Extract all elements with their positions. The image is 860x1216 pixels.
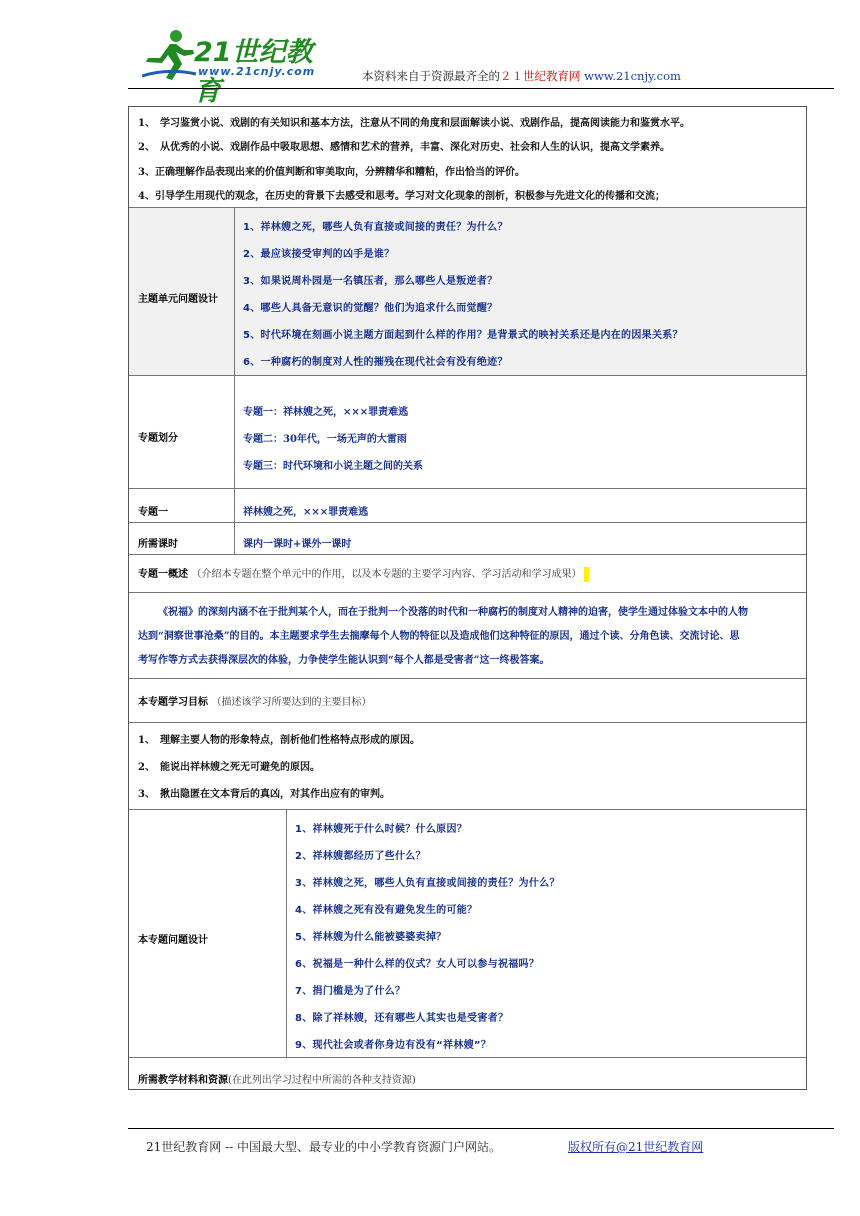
hours-label: 所需课时 — [138, 539, 178, 550]
hours-value: 课内一课时+课外一课时 — [243, 539, 352, 550]
goal-item: 3、正确理解作品表现出来的价值判断和审美取向，分辨精华和糟粕，作出恰当的评价。 — [138, 167, 525, 178]
topic-one-row — [129, 488, 806, 522]
header-url-link[interactable]: www.21cnjy.com — [584, 69, 681, 83]
objective-item: 1、 理解主要人物的形象特点，剖析他们性格特点形成的原因。 — [138, 735, 420, 746]
resources-note: (在此列出学习过程中所需的各种支持资源) — [228, 1075, 416, 1086]
goal-item: 4、引导学生用现代的观念，在历史的背景下去感受和思考。学习对文化现象的剖析，积极参与先进文化的传播和交流； — [138, 191, 665, 202]
objectives-note: （描述该学习所要达到的主要目标） — [211, 697, 372, 708]
overview-paragraph — [138, 601, 797, 673]
unit-question-item: 5、时代环境在刻画小说主题方面起到什么样的作用？是背景式的映衬关系还是内在的因果关系？ — [243, 330, 683, 341]
topic-question-item: 9、现代社会或者你身边有没有“祥林嫂”？ — [295, 1040, 492, 1051]
header-site-link[interactable]: ２１世纪教育网 — [500, 69, 581, 83]
unit-question-item: 1、祥林嫂之死，哪些人负有直接或间接的责任？为什么？ — [243, 222, 508, 233]
footer-text: 21世纪教育网 -- 中国最大型、最专业的中小学教育资源门户网站。 — [146, 1140, 502, 1154]
resources-label: 所需教学材料和资源 — [138, 1075, 228, 1086]
column-divider — [234, 376, 235, 488]
header-note — [362, 68, 681, 84]
unit-question-item: 3、如果说周朴园是一名镇压者，那么哪些人是叛逆者？ — [243, 276, 498, 287]
unit-question-item: 2、最应该接受审判的凶手是谁？ — [243, 249, 395, 260]
objective-item: 3、 揪出隐匿在文本背后的真凶，对其作出应有的审判。 — [138, 789, 390, 800]
topics-row — [129, 375, 806, 488]
topic-question-item: 5、祥林嫂为什么能被婆婆卖掉？ — [295, 932, 447, 943]
column-divider — [234, 208, 235, 375]
logo-url-text: www.21cnjy.com — [198, 65, 316, 78]
column-divider — [234, 489, 235, 522]
unit-question-item: 6、一种腐朽的制度对人性的摧残在现代社会有没有绝迹？ — [243, 357, 508, 368]
topic-item: 专题三：时代环境和小说主题之间的关系 — [243, 461, 423, 472]
topic-question-item: 6、祝福是一种什么样的仪式？女人可以参与祝福吗？ — [295, 959, 540, 970]
overview-line: 达到“洞察世事沧桑”的目的。本主题要求学生去揣摩每个人物的特征以及造成他们这种特征的原因，通过个读、分角色读、交流讨论、思 — [138, 631, 740, 642]
goal-item: 1、 学习鉴赏小说、戏剧的有关知识和基本方法，注意从不同的角度和层面解读小说、戏剧作品，提高阅读能力和鉴赏水平。 — [138, 118, 690, 129]
header-note-prefix: 本资料来自于资源最齐全的 — [362, 69, 500, 83]
site-logo[interactable] — [138, 28, 338, 107]
logo-brand-text: 21世纪教育 — [194, 37, 313, 107]
topics-label: 专题划分 — [138, 433, 178, 444]
overview-header-row — [129, 554, 806, 592]
page-header — [0, 0, 860, 107]
topic-question-item: 3、祥林嫂之死，哪些人负有直接或间接的责任？为什么？ — [295, 878, 560, 889]
unit-goals-row — [129, 107, 806, 207]
footer-copyright-link[interactable]: 版权所有@21世纪教育网 — [568, 1140, 704, 1154]
topic-question-item: 7、捐门槛是为了什么？ — [295, 986, 406, 997]
resources-header — [138, 1071, 416, 1086]
resources-row — [129, 1057, 806, 1089]
goal-item: 2、 从优秀的小说、戏剧作品中吸取思想、感情和艺术的营养，丰富、深化对历史、社会和人生的认识，提高文学素养。 — [138, 142, 670, 153]
hours-row — [129, 522, 806, 554]
objectives-header — [138, 693, 371, 708]
topic-questions-label: 本专题问题设计 — [138, 935, 208, 946]
overview-line: 考写作等方式去获得深层次的体验，力争使学生能认识到“每个人都是受害者”这一终极答案。 — [138, 655, 550, 666]
highlight-marker — [584, 567, 589, 582]
topic-questions-row — [129, 809, 806, 1057]
overview-body-row — [129, 592, 806, 678]
objectives-header-row — [129, 678, 806, 722]
topic-question-item: 4、祥林嫂之死有没有避免发生的可能？ — [295, 905, 478, 916]
unit-questions-label: 主题单元问题设计 — [138, 294, 218, 305]
runner-logo-icon — [140, 28, 198, 82]
topic-one-value: 祥林嫂之死，×××罪责难逃 — [243, 507, 369, 518]
topic-item: 专题二：30年代，一场无声的大雷雨 — [243, 434, 407, 445]
topic-item: 专题一：祥林嫂之死，×××罪责难逃 — [243, 407, 409, 418]
overview-line: 《祝福》的深刻内涵不在于批判某个人，而在于批判一个没落的时代和一种腐朽的制度对人精神的迫害，使学生通过体验文本中的人物 — [158, 607, 748, 618]
overview-label: 专题一概述 — [138, 569, 188, 580]
topic-question-item: 2、祥林嫂都经历了些什么？ — [295, 851, 426, 862]
footer-divider — [128, 1128, 834, 1129]
unit-questions-row — [129, 207, 806, 375]
topic-question-item: 1、祥林嫂死于什么时候？什么原因？ — [295, 824, 468, 835]
objectives-row — [129, 722, 806, 809]
overview-note: （介绍本专题在整个单元中的作用，以及本专题的主要学习内容、学习活动和学习成果） — [191, 569, 582, 580]
unit-question-item: 4、哪些人具备无意识的觉醒？他们为追求什么而觉醒？ — [243, 303, 498, 314]
lesson-plan-table — [128, 106, 807, 1090]
column-divider — [286, 810, 287, 1057]
topic-question-item: 8、除了祥林嫂，还有哪些人其实也是受害者？ — [295, 1013, 509, 1024]
overview-header — [138, 565, 589, 582]
topic-one-label: 专题一 — [138, 507, 168, 518]
objective-item: 2、 能说出祥林嫂之死无可避免的原因。 — [138, 762, 320, 773]
objectives-label: 本专题学习目标 — [138, 697, 208, 708]
column-divider — [234, 523, 235, 554]
header-divider — [128, 88, 834, 89]
